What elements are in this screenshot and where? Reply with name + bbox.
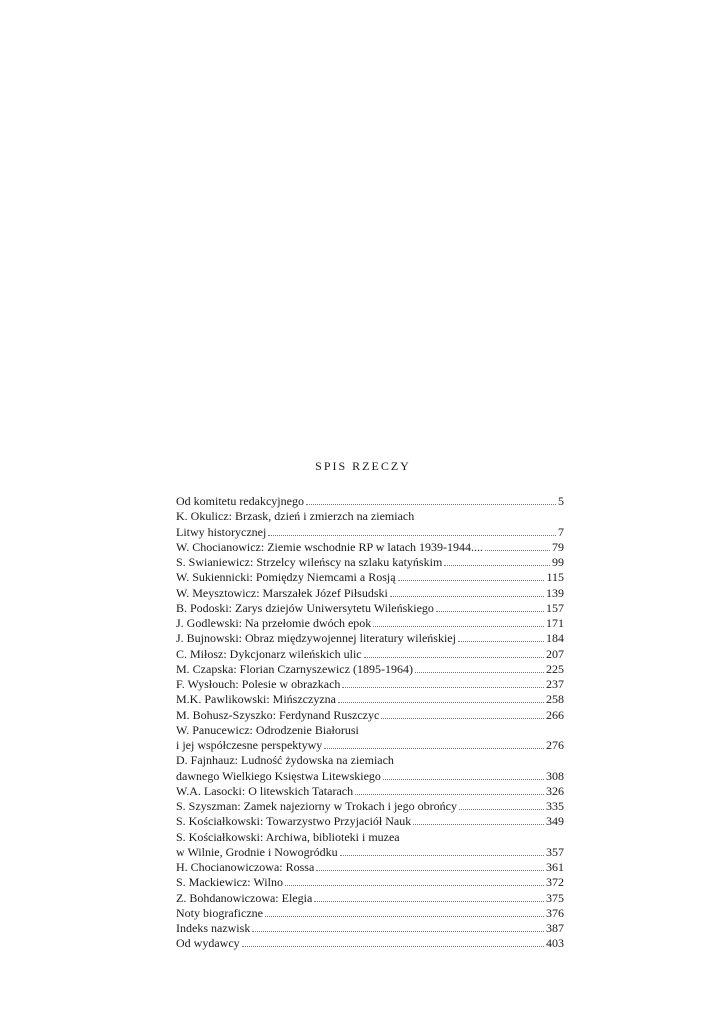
toc-entry-title: Noty biograficzne [176,905,263,920]
table-of-contents [176,494,564,952]
dot-leader [444,565,550,566]
toc-entry-title: F. Wysłouch: Polesie w obrazkach [176,677,341,691]
toc-entry-line-last [176,738,564,753]
toc-page-number: 361 [546,860,564,874]
toc-entry-title: Od komitetu redakcyjnego [176,494,304,508]
toc-entry-line [176,509,564,524]
dot-leader [381,718,544,719]
toc-entry [176,921,564,936]
toc-entry-line-last [176,540,564,555]
dot-leader [485,550,550,551]
toc-entry-line-last [176,906,564,921]
toc-entry-line-last [176,708,564,723]
toc-entry-title: Litwy historycznej [176,524,267,539]
toc-entry [176,631,564,646]
toc-entry-title: K. Okulicz: Brzask, dzień i zmierzch na ziemiach [176,509,415,524]
toc-page-number: 308 [546,768,564,783]
dot-leader [413,824,544,825]
toc-page-number: 207 [546,646,564,661]
toc-entry-line-last [176,936,564,951]
toc-entry [176,753,564,784]
dot-leader [373,626,544,627]
toc-page-number: 357 [546,844,564,859]
toc-entry-line-last [176,662,564,677]
toc-entry-line-last [176,616,564,631]
toc-entry-title: C. Miłosz: Dykcjonarz wileńskich ulic [176,646,362,661]
dot-leader [398,580,545,581]
dot-leader [324,748,544,749]
dot-leader [390,596,544,597]
toc-entry-title: S. Kościałkowski: Towarzystwo Przyjaciół Nauk [176,814,412,829]
dot-leader [458,641,544,642]
toc-entry-line-last [176,647,564,662]
dot-leader [340,855,544,856]
dot-leader [459,809,544,810]
dot-leader [242,946,544,947]
toc-entry-line-last [176,845,564,860]
toc-entry-line-last [176,601,564,616]
toc-entry [176,799,564,814]
toc-entry-title: W. Panucewicz: Odrodzenie Białorusi [176,722,359,737]
toc-entry-title: H. Chocianowiczowa: Rossa [176,860,315,874]
toc-entry-title: M. Bohusz-Szyszko: Ferdynand Ruszczyc [176,707,380,722]
toc-entry [176,936,564,951]
toc-entry-title: S. Swianiewicz: Strzelcy wileńscy na szlaku katyńskim [176,555,443,569]
toc-entry-title: W.A. Lasocki: O litewskich Tatarach [176,783,354,798]
toc-entry-line [176,723,564,738]
toc-entry [176,647,564,662]
toc-page-number: 266 [546,707,564,722]
dot-leader [355,794,544,795]
toc-entry [176,494,564,509]
toc-entry [176,601,564,616]
toc-entry [176,692,564,707]
dot-leader [314,901,544,902]
toc-page-number: 99 [552,555,564,569]
toc-entry [176,509,564,540]
dot-leader [265,916,544,917]
toc-entry-line-last [176,525,564,540]
toc-entry-line-last [176,494,564,509]
toc-entry-title: Od wydawcy [176,936,240,951]
toc-entry [176,860,564,875]
toc-page-number: 237 [546,677,564,691]
toc-entry-line-last [176,677,564,692]
toc-entry [176,784,564,799]
toc-page-number: 326 [546,783,564,798]
toc-page-number: 7 [558,524,564,539]
toc-entry [176,540,564,555]
toc-page-number: 115 [546,570,564,585]
toc-page-number: 387 [546,921,564,935]
dot-leader [285,885,544,886]
toc-entry-line-last [176,631,564,646]
page-title: SPIS RZECZY [315,459,411,473]
toc-entry-title: dawnego Wielkiego Księstwa Litewskiego [176,768,381,783]
toc-entry [176,723,564,754]
dot-leader [316,870,544,871]
toc-page-number: 184 [546,631,564,646]
toc-entry [176,586,564,601]
toc-entry-title: i jej współczesne perspektywy [176,738,323,752]
toc-entry-line-last [176,921,564,936]
toc-entry-line [176,830,564,845]
toc-entry [176,708,564,723]
toc-entry-line-last [176,586,564,601]
toc-entry-line-last [176,891,564,906]
toc-page-number: 258 [546,692,564,707]
toc-entry-title: M. Czapska: Florian Czarnyszewicz (1895-1964) [176,661,413,676]
dot-leader [252,931,544,932]
toc-page-number: 375 [546,890,564,905]
toc-entry-title: B. Podoski: Zarys dziejów Uniwersytetu Wileńskiego [176,600,434,615]
toc-page-number: 403 [546,936,564,951]
toc-page-number: 157 [546,600,564,615]
toc-entry [176,891,564,906]
toc-entry-line-last [176,875,564,890]
toc-entry [176,875,564,890]
toc-entry-title: J. Bujnowski: Obraz międzywojennej literatury wileńskiej [176,631,456,646]
dot-leader [383,779,544,780]
toc-entry [176,555,564,570]
dot-leader [338,702,544,703]
toc-entry-title: M.K. Pawlikowski: Mińszczyzna [176,692,336,707]
toc-entry [176,616,564,631]
toc-entry-line [176,753,564,768]
toc-entry-line-last [176,784,564,799]
toc-page-number: 372 [546,875,564,890]
dot-leader [268,535,556,536]
toc-entry-title: W. Meysztowicz: Marszałek Józef Piłsudski [176,585,388,600]
toc-page-number: 276 [546,738,564,752]
toc-entry-line-last [176,570,564,585]
dot-leader [306,504,556,505]
toc-entry-line-last [176,769,564,784]
dot-leader [342,687,544,688]
toc-entry-line-last [176,692,564,707]
dot-leader [415,672,544,673]
toc-entry [176,830,564,861]
toc-entry-line-last [176,814,564,829]
toc-page-number: 171 [546,616,564,630]
toc-entry-title: Indeks nazwisk [176,921,251,935]
toc-entry-line-last [176,860,564,875]
toc-page-number: 139 [546,585,564,600]
dot-leader [436,611,544,612]
toc-entry [176,906,564,921]
dot-leader [364,657,544,658]
toc-page-number: 376 [546,905,564,920]
toc-entry-line-last [176,555,564,570]
toc-page-number: 349 [546,814,564,829]
toc-entry-title: J. Godlewski: Na przełomie dwóch epok [176,616,372,630]
toc-entry-title: S. Mackiewicz: Wilno [176,875,283,890]
toc-entry-title: S. Szyszman: Zamek najeziorny w Trokach i jego obrońcy [176,799,457,813]
toc-page-number: 335 [546,799,564,813]
toc-entry-line-last [176,799,564,814]
toc-page-number: 225 [546,661,564,676]
toc-entry-title: S. Kościałkowski: Archiwa, biblioteki i muzea [176,829,400,844]
toc-page-number: 79 [552,539,564,554]
toc-entry [176,662,564,677]
toc-entry-title: W. Sukiennicki: Pomiędzy Niemcami a Rosją [176,570,396,585]
toc-entry-title: W. Chocianowicz: Ziemie wschodnie RP w latach 1939-1944.... [176,539,484,554]
toc-entry [176,570,564,585]
toc-entry-title: w Wilnie, Grodnie i Nowogródku [176,844,338,859]
toc-page-number: 5 [558,494,564,508]
toc-entry-title: Z. Bohdanowiczowa: Elegia [176,890,313,905]
toc-entry [176,677,564,692]
toc-entry [176,814,564,829]
toc-entry-title: D. Fajnhauz: Ludność żydowska na ziemiach [176,753,394,768]
